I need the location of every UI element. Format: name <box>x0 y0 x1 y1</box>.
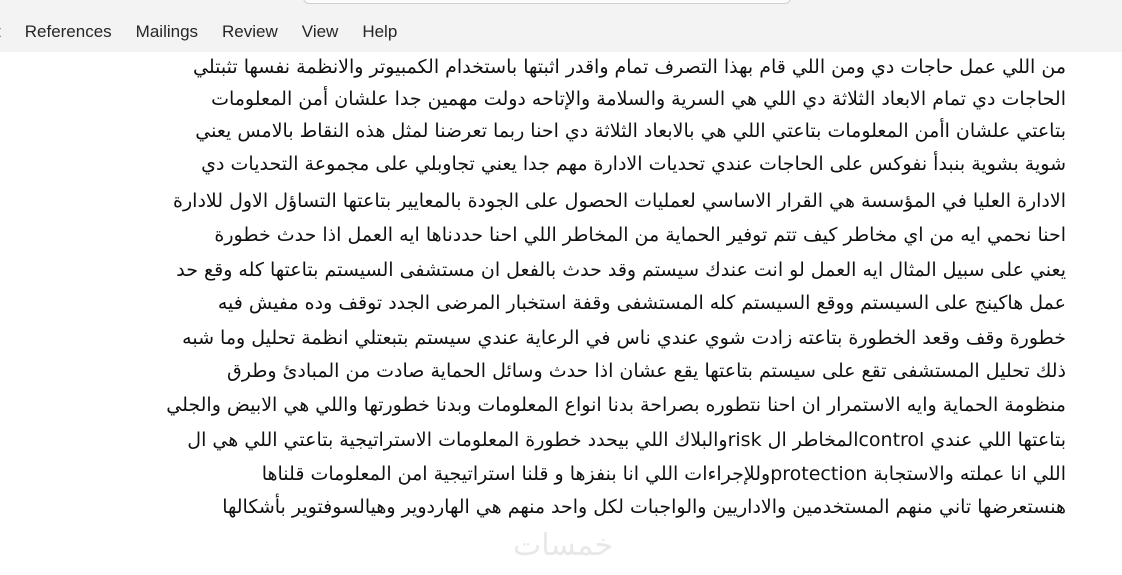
document-line[interactable]: اللي انا عملته والاستجابة protectionوللإجراءات اللي انا بنفزها و قلنا استراتيجية امن المعلومات قلناها <box>261 463 1066 485</box>
tab-view[interactable]: View <box>301 22 339 41</box>
document-line[interactable]: ذلك تحليل المستشفى تقع على سيستم بتاعتها يقع عشان اذا حدث وسائل الحماية صادت من المبادئ وطرق <box>226 360 1066 382</box>
tab-mailings[interactable]: Mailings <box>135 22 199 41</box>
tab-review[interactable]: Review <box>222 22 278 41</box>
document-line[interactable]: احنا نحمي ايه من اي مخاطر كيف تتم توفير الحماية من المخاطر اللي احنا حددناها ايه العمل اذا حدث خطورة <box>214 224 1066 246</box>
document-line[interactable]: يعني على سبيل المثال ايه العمل لو انت عندك سيستم وقد حدث بالفعل ان مستشفى السيستم بتاعتها كله وقع حد <box>176 259 1066 281</box>
document-line[interactable]: من اللي عمل حاجات دي ومن اللي قام بهذا التصرف تمام واقدر اثبتها باستخدام الكمبيوتر والانظمة نفسها تثبتلي <box>193 56 1066 78</box>
document-line[interactable]: عمل هاكينج على السيستم ووقع السيستم كله المستشفى وقفة استخبار المرضى الجدد توقف وده مفيش فيه <box>217 292 1066 314</box>
document-line[interactable]: بتاعتي علشان اأمن المعلومات بتاعتي اللي هي بالابعاد الثلاثة دي احنا ربما تعرضنا لمثل هذه النقاط بالامس يعني <box>195 120 1066 142</box>
document-line[interactable]: الادارة العليا في المؤسسة هي القرار الاساسي لعمليات الحصول على الجودة بالمعايير بتاعتها التساؤل الاول للادارة <box>173 190 1066 212</box>
document-page[interactable] <box>0 52 1122 575</box>
document-line[interactable]: بتاعتها اللي عندي controlالمخاطر ال riskوالبلاك اللي بيحدد خطورة المعلومات الاستراتيجية بتاعتي اللي هي ال <box>187 429 1066 451</box>
watermark-logo: خمسات <box>512 528 614 563</box>
ribbon-tabs <box>0 0 409 52</box>
tab-references[interactable]: References <box>24 22 112 41</box>
document-line[interactable]: شوية بشوية بنبدأ نفوكس على الحاجات عندي تحديات الادارة مهم جدا يعني تجاوبلي على مجموعة التحديات دي <box>201 153 1066 175</box>
document-line[interactable]: هنستعرضها تاني منهم المستخدمين والاداريين والواجبات لكل واحد منهم هي الهاردوير وهيالسوفتوير بأشكالها <box>222 496 1066 518</box>
document-line[interactable]: منظومة الحماية وايه الاستمرار ان احنا نتطوره بصراحة بدنا انواع المعلومات وبدنا خطورتها واللي هي الابيض والجلي <box>166 394 1066 416</box>
tab-help[interactable]: Help <box>362 22 398 41</box>
document-line[interactable]: الحاجات دي تمام الابعاد الثلاثة دي اللي هي السرية والسلامة والإتاحه دولت مهمين جدا علشان أمن المعلومات <box>211 88 1066 110</box>
tab-layout[interactable] <box>0 17 13 47</box>
document-line[interactable]: خطورة وقف وقعد الخطورة بتاعته زادت شوي عندي ناس في الرعاية عندي سيستم بتبعتلي انظمة تحليل وما شبه <box>182 327 1066 349</box>
ribbon <box>0 0 1122 53</box>
